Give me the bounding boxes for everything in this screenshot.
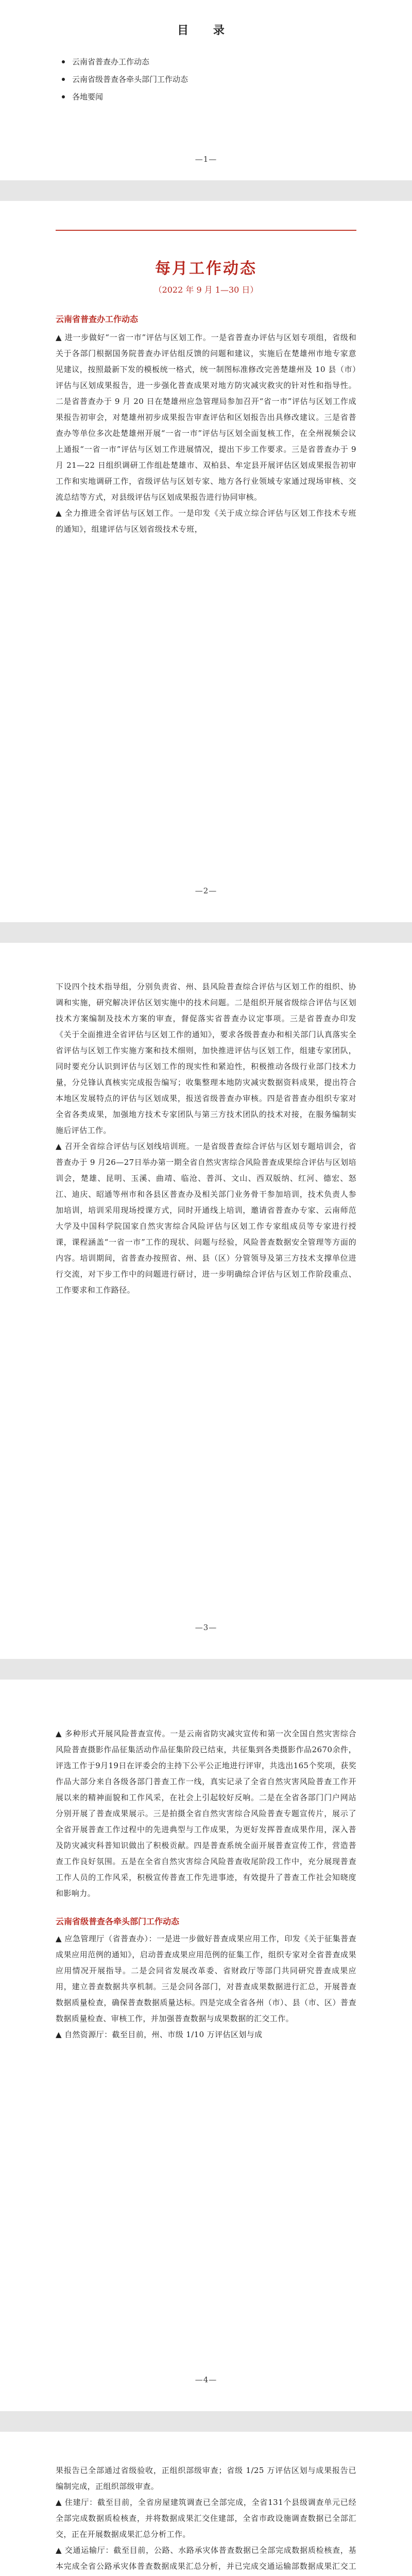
toc-page	[0, 0, 412, 180]
paragraph: ▲ 应急管理厅（省普查办）：一是进一步做好普查成果应用工作，印发《关于征集普查成果应用范例的通知》，启动普查成果应用范例的征集工作，组织专家对全省普查成果应用情况开展指导。二是会同省发展改革委、省财政厅等部门共同研究普查成果应用，建立普查数据共享机制。三是会同各部门，对普查成果数据进行汇总，开展普查数据质量检查，确保普查数据质量达标。四是完成全省各州（市）、县（市、区）普查数据质量检查、审核工作，并加强普查数据与成果数据的汇交工作。	[56, 1934, 356, 2023]
page-number: —2—	[195, 886, 217, 895]
toc-item-label: 云南省级普查各牵头部门工作动态	[72, 75, 188, 84]
toc-list	[62, 53, 412, 106]
page-number: —3—	[195, 1623, 217, 1632]
page-number: —4—	[195, 2375, 217, 2384]
paragraph: 果报告已全部通过省级验收，正组织部级审查；省级 1/25 万评估区划与成果报告已编制完成，正组织部级审查。	[56, 2466, 356, 2491]
page-subtitle: （2022 年 9 月 1—30 日）	[153, 285, 259, 295]
paragraph: ▲ 住建厅：截至目前，全省房屋建筑调查已全部完成，全省131个县级调查单元已经全部完成数据质检核查，并将数据成果汇交住建部，全省市政设施调查数据已全部汇交，正在开展数据成果汇总分析工作。	[56, 2498, 356, 2539]
section-heading: 云南省普查办工作动态	[56, 314, 139, 324]
page-number: —1—	[195, 155, 217, 164]
bullet-icon	[62, 60, 65, 63]
paragraph: ▲ 多种形式开展风险普查宣传。一是云南省防灾减灾宣传和第一次全国自然灾害综合风险普查摄影作品征集活动作品征集阶段已结束，共征集到各类摄影作品2670余件，评选工作于9月19日在评委会的主持下公平公正地进行评审，共选出165个奖项，获奖作品大部分来自各级各部门普查工作一线，真实记录了全省自然灾害风险普查工作开展以来的精神面貌和工作风采，在社会上引起较好反响。二是在全省各部门门户网站分别开展了普查成果展示。三是拍摄全省自然灾害综合风险普查专题宣传片，展示了全省开展普查工作过程中的先进典型与工作成果，为更好发挥普查成果作用，深入普及防灾减灾科普知识做出了积极贡献。四是普查系统全面开展普查宣传工作，营造普查工作良好氛围。五是在全省自然灾害综合风险普查收尾阶段工作中，充分展现普查工作人员的工作风采，积极宣传普查工作先进事迹，有效提升了普查工作社会知晓度和影响力。	[56, 1729, 356, 1898]
header-divider	[56, 201, 356, 231]
document-page	[0, 2432, 412, 2576]
bullet-icon	[62, 78, 65, 81]
document-page	[0, 201, 412, 922]
paragraph: ▲ 召开全省综合评估与区划线培训班。一是省级普查综合评估与区划专题培训会，省普查办于 9 月26—27日举办第一期全省自然灾害综合风险普查成果综合评估与区划培训会，楚雄、昆明、玉溪、曲靖、临沧、普洱、文山、西双版纳、红河、德宏、怒江、迪庆、昭通等州市和各县区普查办及相关部门业务骨干参加培训，技术负责人参加培训，培训采用现场授课方式，同时开通线上培训，邀请省普查办专家、云南师范大学及中国科学院国家自然灾害综合风险评估与区划工作专家组成员等专家进行授课，课程涵盖“一省一市”工作的现状、问题与经验，风险普查数据安全管理等方面的内容。培训期间，省普查办按照省、州、县（区）分管领导及第三方技术支撑单位进行交流，对下步工作中的问题进行研讨，进一步明确综合评估与区划工作阶段重点、工作要求和工作路径。	[56, 1142, 356, 1295]
toc-item[interactable]	[62, 71, 412, 88]
paragraph: 下设四个技术指导组，分别负责省、州、县风险普查综合评估与区划工作的组织、协调和实施，研究解决评估区划实施中的技术问题。二是组织开展省级综合评估与区划技术方案编制及技术方案的审查，督促落实省普查办议定事项。三是省普查办印发《关于全面推进全省评估与区划工作的通知》，要求各级普查办和相关部门认真落实全省评估与区划工作实施方案和技术细则，加快推进评估与区划工作，组建专家团队，同时要充分认识到评估与区划工作的现实性和紧迫性，积极推动各级行业部门技术力量，分兑锋认真核实完成报告编写；收集整理本地防灾减灾数据资料成果，提出符合本地区发展特点的评估与区划成果，报送省级普查办审核。四是省普查办组织专家对全省各类成果，加强地方技术专家团队与第三方技术团队的技术对接，在服务编制实施后评估工作。	[56, 982, 356, 1135]
toc-item[interactable]	[62, 88, 412, 106]
toc-item[interactable]	[62, 53, 412, 71]
page-title: 每月工作动态	[155, 260, 257, 278]
document-page	[0, 943, 412, 1659]
toc-title: 目 录	[177, 24, 235, 37]
paragraph: ▲ 进一步做好“一省一市”评估与区划工作。一是省普查办评估与区划专项组，省级和关于各部门根据国务院普查办评估组反馈的问题和建议，实施后在楚雄州市地专家意见建议，按照最新下发的模板统一格式，统一制图标准修改完善楚雄州及 10 县（市）评估与区划成果报告，进一步强化普查成果对地方防灾减灾救灾的针对性和指导性。二是省普查办于 9 月 20 日在楚雄州应急管理局参加召开“省一市”评估与区划工作成果报告初审会，对楚雄州初步成果报告审查评估和区划报告出具修改建议。三是省普查办等单位多次赴楚雄州开展“一省一市”评估与区划全面复核工作，在全州视频会议上通报“一省一市”评估与区划工作进展情况，提出下步工作要求。三是省普查办于 9 月 21—22 日组织调研工作组赴楚雄市、双柏县、牟定县开展评估区划成果报告初审工作和实地调研工作，省级评估与区划专家、地方各行业领域专家通过现场审核、交流总结等方式，对县级评估与区划成果报告进行协同审核。	[56, 333, 356, 502]
paragraph: ▲ 交通运输厅：截至目前，公路、水路承灾体普查数据已全部完成数据质检核查，基本完成全省公路承灾体普查数据成果汇总分析，并已完成交通运输部数据成果汇交工	[56, 2546, 356, 2571]
paragraph: ▲ 自然资源厅：截至目前，州、市级 1/10 万评估区划与成	[56, 2030, 263, 2039]
toc-item-label: 各地要闻	[72, 92, 104, 101]
toc-item-label: 云南省普查办工作动态	[72, 57, 150, 66]
bullet-icon	[62, 95, 65, 98]
document-page	[0, 1680, 412, 2411]
paragraph: ▲ 全力推进全省评估与区划工作。一是印发《关于成立综合评估与区划工作技术专班的通知》，组建评估与区划省级技术专班，	[56, 509, 356, 534]
section-heading: 云南省级普查各牵头部门工作动态	[56, 1917, 180, 1926]
